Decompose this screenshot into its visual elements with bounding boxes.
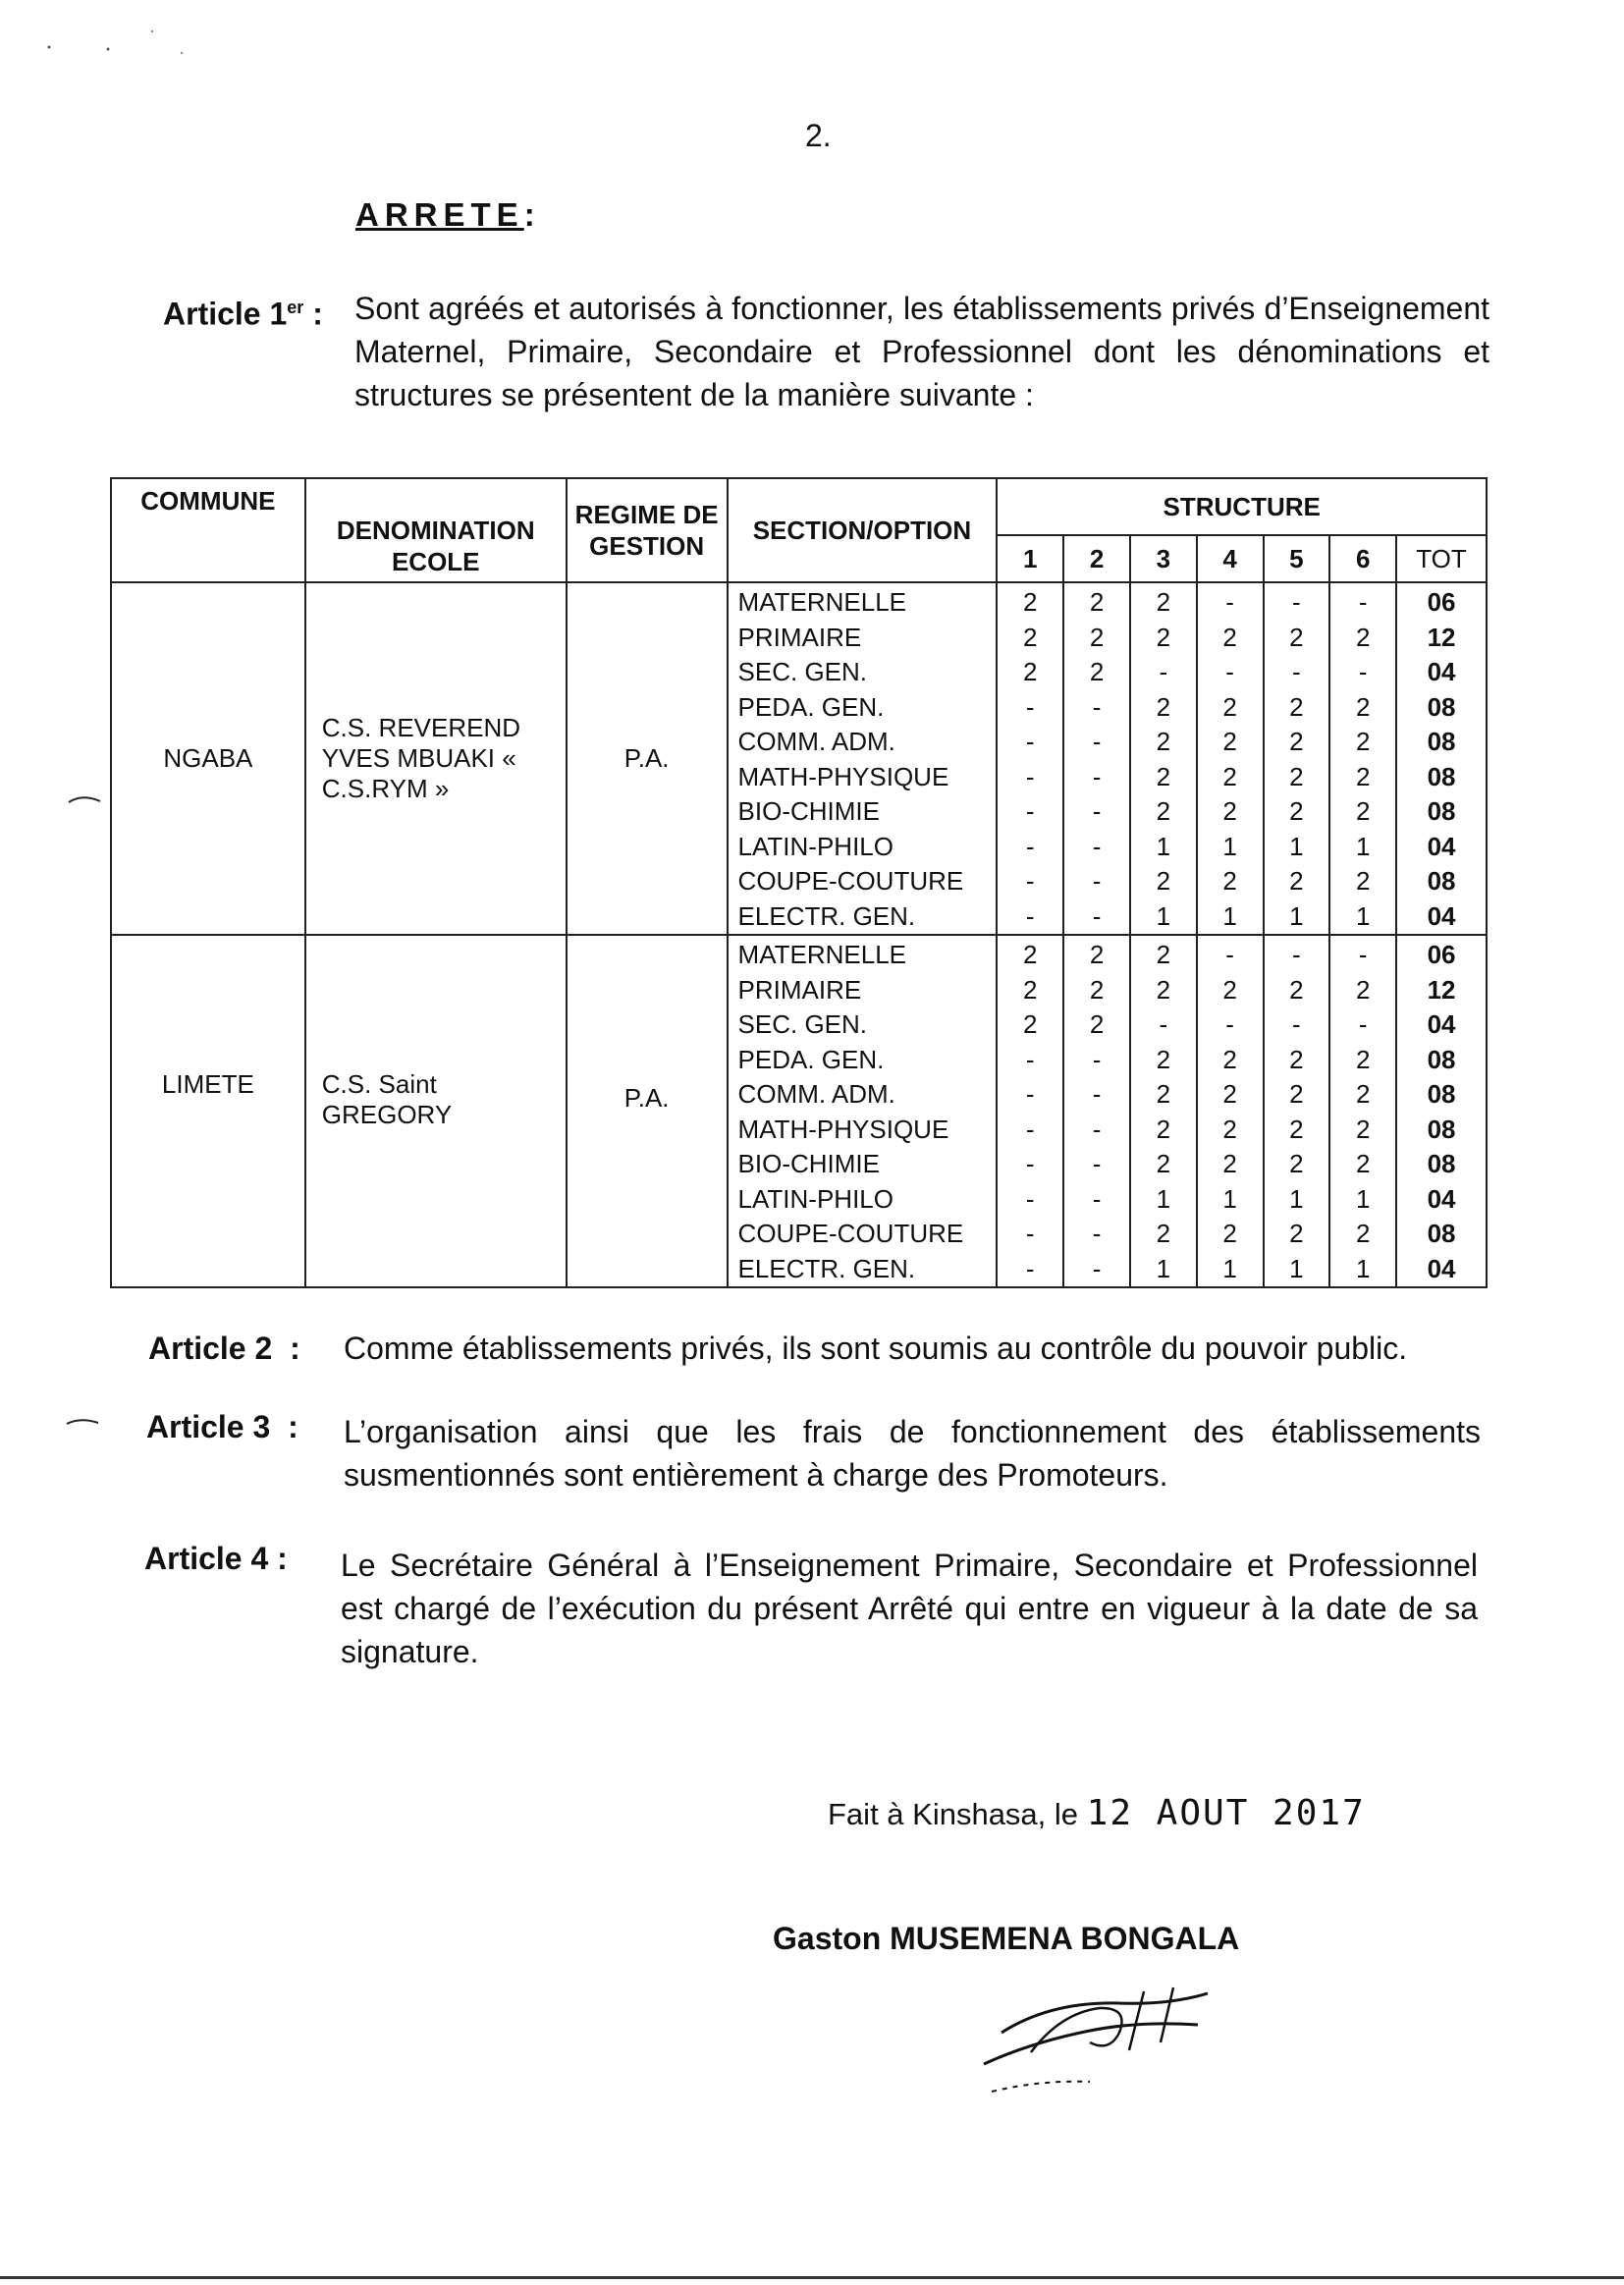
value: 2 (1156, 974, 1171, 1005)
value: 2 (1222, 727, 1237, 756)
total-value: 04 (1427, 1183, 1456, 1214)
section-label: PEDA. GEN. (737, 691, 885, 722)
value: - (1092, 761, 1102, 791)
value: 2 (1355, 974, 1371, 1005)
value: 2 (1355, 1114, 1371, 1144)
header-total: TOT (1396, 535, 1487, 582)
section-label: COUPE-COUTURE (737, 1219, 964, 1248)
total-value: 08 (1427, 1079, 1456, 1109)
value: 2 (1023, 1009, 1038, 1039)
section-label: PEDA. GEN. (737, 1044, 885, 1074)
cell-year-5 (1264, 582, 1330, 935)
value: 2 (1156, 866, 1171, 896)
cell-total (1396, 935, 1487, 1287)
value: 2 (1222, 1219, 1237, 1248)
value: - (1025, 1219, 1035, 1248)
header-section: SECTION/OPTION (728, 478, 998, 582)
total-value: 08 (1427, 691, 1456, 722)
value: 1 (1355, 831, 1371, 861)
margin-mark (65, 1416, 100, 1428)
header-year-6: 6 (1329, 535, 1396, 582)
value: - (1159, 1009, 1168, 1039)
header-regime: REGIME DE GESTION (567, 478, 728, 582)
cell-year-5 (1264, 935, 1330, 1287)
total-value: 04 (1427, 1009, 1456, 1039)
section-label: SEC. GEN. (737, 1009, 868, 1039)
total-value: 08 (1427, 1149, 1456, 1178)
total-value: 08 (1427, 1219, 1456, 1248)
value: - (1292, 657, 1301, 686)
value: 1 (1222, 831, 1237, 861)
cell-year-6 (1329, 582, 1396, 935)
value: 1 (1289, 1253, 1304, 1283)
value: 1 (1289, 831, 1304, 861)
section-label: PRIMAIRE (737, 622, 862, 652)
section-label: MATH-PHYSIQUE (737, 761, 949, 791)
value: - (1358, 587, 1368, 617)
cell-year-3 (1130, 935, 1197, 1287)
section-label: MATERNELLE (737, 940, 906, 969)
date-stamp: 12 AOUT 2017 (1086, 1793, 1366, 1833)
header-denomination: DENOMINATION ECOLE (305, 478, 567, 582)
value: 2 (1156, 1114, 1171, 1144)
value: - (1092, 796, 1102, 826)
value: - (1225, 940, 1234, 969)
value: - (1092, 866, 1102, 896)
article-2-text: Comme établissements privés, ils sont soumis au contrôle du pouvoir public. (344, 1331, 1408, 1366)
value: 2 (1222, 796, 1237, 826)
value: - (1025, 1149, 1035, 1178)
article-1-text: Sont agréés et autorisés à fonctionner, les établissements privés d’Enseignement Maternel, Primaire, Secondaire et Professionnel dont les dénominations et structures se présentent de la manière suivante : (354, 291, 1489, 412)
value: 2 (1289, 761, 1304, 791)
cell-total (1396, 582, 1487, 935)
value: 2 (1355, 691, 1371, 722)
header-year-4: 4 (1197, 535, 1264, 582)
total-value: 08 (1427, 727, 1456, 756)
value: - (1025, 831, 1035, 861)
bottom-border (0, 2276, 1624, 2279)
total-value: 08 (1427, 1044, 1456, 1074)
header-year-3: 3 (1130, 535, 1197, 582)
section-label: SEC. GEN. (737, 657, 868, 686)
value: 2 (1355, 1219, 1371, 1248)
total-value: 04 (1427, 657, 1456, 686)
scan-marks (39, 20, 196, 59)
value: 2 (1355, 622, 1371, 652)
value: - (1092, 727, 1102, 756)
value: 1 (1355, 1183, 1371, 1214)
value: - (1025, 727, 1035, 756)
value: 2 (1222, 1079, 1237, 1109)
value: 2 (1289, 1044, 1304, 1074)
section-label: BIO-CHIMIE (737, 1149, 880, 1178)
value: - (1358, 657, 1368, 686)
section-label: PRIMAIRE (737, 974, 862, 1005)
value: 2 (1023, 940, 1038, 969)
value: 2 (1156, 796, 1171, 826)
value: 1 (1222, 1183, 1237, 1214)
total-value: 06 (1427, 587, 1456, 617)
cell-sections (728, 582, 998, 935)
value: 2 (1355, 796, 1371, 826)
value: 2 (1222, 761, 1237, 791)
value: 2 (1156, 622, 1171, 652)
value: 2 (1222, 1044, 1237, 1074)
value: 2 (1222, 866, 1237, 896)
value: 2 (1289, 1219, 1304, 1248)
cell-year-6 (1329, 935, 1396, 1287)
value: - (1025, 796, 1035, 826)
value: 2 (1289, 727, 1304, 756)
value: 2 (1289, 1079, 1304, 1109)
header-commune: COMMUNE (111, 478, 305, 582)
article-4-text: Le Secrétaire Général à l’Enseignement Primaire, Secondaire et Professionnel est chargé de l’exécution du présent Arrêté qui entre en vigueur à la date de sa signature. (341, 1548, 1478, 1669)
value: - (1092, 1183, 1102, 1214)
total-value: 08 (1427, 1114, 1456, 1144)
value: 1 (1289, 1183, 1304, 1214)
article-3-label: Article 3 : (146, 1409, 298, 1444)
total-value: 06 (1427, 940, 1456, 969)
value: - (1292, 587, 1301, 617)
value: - (1092, 831, 1102, 861)
value: 2 (1156, 727, 1171, 756)
value: 2 (1222, 622, 1237, 652)
section-label: LATIN-PHILO (737, 1183, 893, 1214)
table-group-ngaba (111, 582, 1487, 935)
value: - (1025, 866, 1035, 896)
total-value: 08 (1427, 866, 1456, 896)
cell-school: C.S. REVEREND YVES MBUAKI « C.S.RYM » (305, 582, 567, 935)
cell-school: C.S. Saint GREGORY (305, 935, 567, 1287)
value: - (1159, 657, 1168, 686)
total-value: 04 (1427, 900, 1456, 931)
value: 2 (1222, 1149, 1237, 1178)
section-label: MATERNELLE (737, 587, 906, 617)
cell-year-3 (1130, 582, 1197, 935)
value: 2 (1289, 622, 1304, 652)
value: 1 (1156, 900, 1171, 931)
section-label: MATH-PHYSIQUE (737, 1114, 949, 1144)
cell-regime: P.A. (567, 935, 728, 1287)
section-label: COMM. ADM. (737, 727, 895, 756)
heading-arrete: ARRETE: (355, 196, 541, 233)
value: 2 (1355, 866, 1371, 896)
section-label: LATIN-PHILO (737, 831, 893, 861)
value: - (1092, 1253, 1102, 1283)
value: 2 (1023, 657, 1038, 686)
cell-year-1 (997, 935, 1063, 1287)
header-structure: STRUCTURE (997, 478, 1487, 535)
handwritten-signature-icon (972, 1974, 1227, 2101)
value: - (1025, 1183, 1035, 1214)
value: 2 (1089, 1009, 1105, 1039)
value: - (1092, 1079, 1102, 1109)
margin-mark (67, 793, 102, 805)
value: 2 (1289, 796, 1304, 826)
value: - (1025, 1253, 1035, 1283)
total-value: 12 (1427, 974, 1456, 1005)
value: 1 (1355, 900, 1371, 931)
value: - (1225, 1009, 1234, 1039)
value: - (1025, 1079, 1035, 1109)
place-and-date: Fait à Kinshasa, le 12 AOUT 2017 (828, 1793, 1366, 1833)
value: - (1025, 900, 1035, 931)
cell-year-2 (1063, 582, 1130, 935)
header-year-1: 1 (997, 535, 1063, 582)
value: 2 (1289, 1114, 1304, 1144)
table-group-limete (111, 935, 1487, 1287)
value: 2 (1222, 1114, 1237, 1144)
cell-year-4 (1197, 935, 1264, 1287)
value: 2 (1023, 622, 1038, 652)
value: 2 (1089, 974, 1105, 1005)
article-4-label: Article 4 : (144, 1541, 288, 1576)
total-value: 04 (1427, 831, 1456, 861)
value: 2 (1089, 940, 1105, 969)
cell-regime: P.A. (567, 582, 728, 935)
value: 2 (1089, 657, 1105, 686)
value: - (1025, 761, 1035, 791)
value: - (1092, 900, 1102, 931)
page-number: 2. (805, 118, 832, 153)
value: - (1292, 1009, 1301, 1039)
value: 1 (1156, 1253, 1171, 1283)
value: 2 (1156, 587, 1171, 617)
value: 2 (1289, 866, 1304, 896)
value: 2 (1355, 761, 1371, 791)
value: - (1092, 1219, 1102, 1248)
value: 1 (1289, 900, 1304, 931)
section-label: ELECTR. GEN. (737, 1253, 916, 1283)
header-year-5: 5 (1264, 535, 1330, 582)
value: 2 (1089, 587, 1105, 617)
value: - (1225, 587, 1234, 617)
value: 2 (1289, 974, 1304, 1005)
value: 2 (1355, 1149, 1371, 1178)
value: - (1358, 940, 1368, 969)
value: 2 (1023, 587, 1038, 617)
value: 2 (1355, 1044, 1371, 1074)
value: - (1025, 1114, 1035, 1144)
value: - (1225, 657, 1234, 686)
value: 2 (1156, 1149, 1171, 1178)
value: - (1092, 691, 1102, 722)
cell-commune: NGABA (111, 582, 305, 935)
value: - (1025, 1044, 1035, 1074)
value: - (1092, 1044, 1102, 1074)
value: 2 (1222, 974, 1237, 1005)
value: - (1092, 1149, 1102, 1178)
header-year-2: 2 (1063, 535, 1130, 582)
value: 1 (1222, 900, 1237, 931)
section-label: COMM. ADM. (737, 1079, 895, 1109)
value: - (1092, 1114, 1102, 1144)
structure-table (110, 477, 1488, 1288)
value: 2 (1156, 691, 1171, 722)
total-value: 04 (1427, 1253, 1456, 1283)
value: - (1292, 940, 1301, 969)
value: 2 (1089, 622, 1105, 652)
article-3-text: L’organisation ainsi que les frais de fonctionnement des établissements susmentionnés sont entièrement à charge des Promoteurs. (344, 1414, 1481, 1493)
total-value: 08 (1427, 761, 1456, 791)
section-label: ELECTR. GEN. (737, 900, 916, 931)
article-2-label: Article 2 : (148, 1331, 300, 1366)
cell-year-1 (997, 582, 1063, 935)
value: 1 (1222, 1253, 1237, 1283)
value: 1 (1355, 1253, 1371, 1283)
article-1-label: Article 1er : (163, 296, 323, 332)
value: 2 (1023, 974, 1038, 1005)
value: - (1025, 691, 1035, 722)
value: 2 (1289, 1149, 1304, 1178)
value: 2 (1355, 727, 1371, 756)
value: 2 (1289, 691, 1304, 722)
signer-name: Gaston MUSEMENA BONGALA (773, 1921, 1240, 1956)
value: 2 (1156, 940, 1171, 969)
value: 1 (1156, 831, 1171, 861)
value: 2 (1355, 1079, 1371, 1109)
value: 2 (1156, 1079, 1171, 1109)
cell-year-2 (1063, 935, 1130, 1287)
value: 2 (1156, 1044, 1171, 1074)
value: 1 (1156, 1183, 1171, 1214)
value: 2 (1156, 761, 1171, 791)
section-label: COUPE-COUTURE (737, 866, 964, 896)
value: - (1358, 1009, 1368, 1039)
value: 2 (1156, 1219, 1171, 1248)
value: 2 (1222, 691, 1237, 722)
cell-sections (728, 935, 998, 1287)
cell-commune: LIMETE (111, 935, 305, 1287)
section-label: BIO-CHIMIE (737, 796, 880, 826)
total-value: 08 (1427, 796, 1456, 826)
total-value: 12 (1427, 622, 1456, 652)
cell-year-4 (1197, 582, 1264, 935)
